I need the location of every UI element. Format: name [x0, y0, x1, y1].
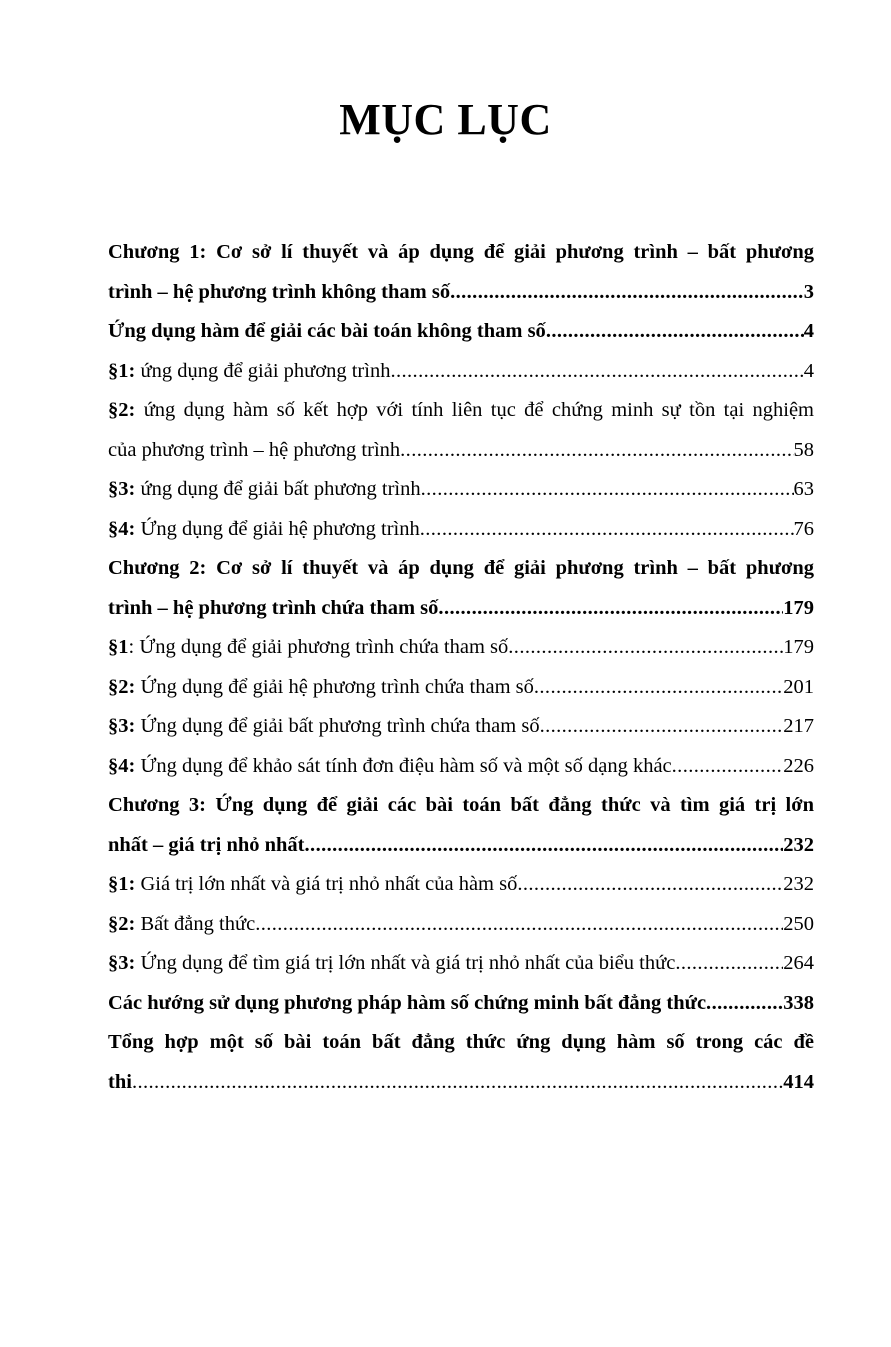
toc-entry-prefix: §3:: [108, 478, 136, 500]
toc-leader-dots: [450, 273, 804, 313]
toc-entry-chapter-2[interactable]: [108, 549, 814, 628]
toc-leader-dots: [546, 312, 804, 352]
toc-page-number: 201: [783, 675, 814, 698]
toc-entry-ch3-s2[interactable]: [108, 905, 814, 945]
toc-entry-prefix: §2:: [108, 399, 136, 421]
toc-entry-text: trình – hệ phương trình chứa tham số: [108, 596, 439, 619]
toc-page-number: 264: [783, 952, 814, 974]
toc-page-number: 179: [783, 636, 814, 658]
toc-entry-prefix: Chương 2:: [108, 557, 207, 579]
toc-entry-chapter-1[interactable]: [108, 233, 814, 312]
toc-entry-ch2-s4[interactable]: [108, 747, 814, 787]
toc-entry-ch2-s1[interactable]: [108, 628, 814, 668]
toc-page-number: 63: [793, 478, 814, 500]
toc-page-number: 76: [793, 517, 814, 540]
toc-leader-dots: [305, 826, 784, 866]
toc-entry-ch2-s2[interactable]: [108, 668, 814, 708]
toc-entry-ch2-s3[interactable]: [108, 707, 814, 747]
toc-entry-text: Ứng dụng hàm để giải các bài toán không tham số: [108, 320, 546, 342]
toc-leader-dots: [534, 668, 783, 708]
toc-entry-ch1-s3[interactable]: [108, 470, 814, 510]
page-title: MỤC LỤC: [339, 95, 552, 144]
toc-entry-text-line1: Tổng hợp một số bài toán bất đẳng thức ứng dụng hàm số trong các đề: [108, 1031, 814, 1053]
toc-leader-dots: [706, 984, 783, 1024]
toc-entry-section-intro[interactable]: [108, 312, 814, 352]
toc-entry-prefix: §2:: [108, 912, 136, 935]
toc-page-number: 232: [783, 833, 814, 856]
toc-entry-text: ứng dụng để giải bất phương trình: [135, 478, 421, 500]
table-of-contents: [108, 233, 814, 1102]
toc-entry-text: Ứng dụng để khảo sát tính đơn điệu hàm số và một số dạng khác: [135, 754, 672, 777]
toc-entry-text-line1: Cơ sở lí thuyết và áp dụng để giải phương trình – bất phương: [216, 557, 814, 579]
toc-entry-text-line1: Cơ sở lí thuyết và áp dụng để giải phương trình – bất phương: [216, 241, 814, 263]
toc-page-number: 217: [783, 715, 814, 737]
toc-entry-prefix: Chương 3:: [108, 794, 206, 816]
toc-leader-dots: [517, 865, 783, 905]
toc-leader-dots: [438, 589, 783, 629]
toc-entry-text: Ứng dụng để tìm giá trị lớn nhất và giá trị nhỏ nhất của biểu thức: [135, 952, 676, 974]
toc-leader-dots: [540, 707, 784, 747]
toc-entry-text: nhất – giá trị nhỏ nhất: [108, 833, 305, 856]
toc-page-number: 179: [783, 596, 814, 619]
toc-entry-ch3-s1[interactable]: [108, 865, 814, 905]
toc-entry-ch3-s3[interactable]: [108, 944, 814, 984]
toc-page-number: 4: [803, 359, 814, 382]
toc-leader-dots: [672, 747, 784, 787]
toc-page-number: 3: [803, 280, 814, 303]
toc-leader-dots: [255, 905, 783, 945]
toc-entry-text: Ứng dụng để giải hệ phương trình chứa tham số: [135, 675, 534, 698]
toc-entry-text: : Ứng dụng để giải phương trình chứa tham số: [128, 636, 509, 658]
toc-entry-text: Ứng dụng để giải bất phương trình chứa tham số: [135, 715, 540, 737]
toc-entry-ch1-s1[interactable]: [108, 352, 814, 392]
toc-entry-text-line1: ứng dụng hàm số kết hợp với tính liên tục để chứng minh sự tồn tại nghiệm: [143, 399, 814, 421]
toc-entry-prefix: §3:: [108, 715, 136, 737]
toc-page-number: 4: [803, 320, 814, 342]
toc-entry-text: ứng dụng để giải phương trình: [135, 359, 391, 382]
toc-entry-summary[interactable]: [108, 1023, 814, 1102]
toc-entry-prefix: §1:: [108, 873, 136, 895]
toc-page-number: 226: [783, 754, 814, 777]
toc-entry-prefix: §1: [108, 636, 129, 658]
toc-leader-dots: [420, 510, 794, 550]
toc-entry-text: Ứng dụng để giải hệ phương trình: [135, 517, 420, 540]
toc-leader-dots: [675, 944, 783, 984]
toc-entry-text: Bất đẳng thức: [135, 912, 256, 935]
toc-page-number: 250: [783, 912, 814, 935]
toc-page-number: 232: [783, 873, 814, 895]
toc-leader-dots: [400, 431, 793, 471]
toc-entry-prefix: §4:: [108, 517, 136, 540]
toc-page-number: 414: [783, 1070, 814, 1093]
toc-entry-prefix: §2:: [108, 675, 136, 698]
toc-entry-ch1-s4[interactable]: [108, 510, 814, 550]
toc-entry-prefix: §4:: [108, 754, 136, 777]
toc-entry-methods[interactable]: [108, 984, 814, 1024]
toc-entry-chapter-3[interactable]: [108, 786, 814, 865]
toc-entry-prefix: Chương 1:: [108, 241, 207, 263]
toc-entry-prefix: §3:: [108, 952, 136, 974]
toc-entry-prefix: §1:: [108, 359, 136, 382]
toc-leader-dots: [421, 470, 794, 510]
toc-entry-text: trình – hệ phương trình không tham số: [108, 280, 451, 303]
toc-entry-text-line1: Ứng dụng để giải các bài toán bất đẳng thức và tìm giá trị lớn: [215, 794, 814, 816]
toc-entry-text: thi: [108, 1070, 132, 1093]
toc-entry-text: Giá trị lớn nhất và giá trị nhỏ nhất của hàm số: [135, 873, 518, 895]
toc-entry-text: Các hướng sử dụng phương pháp hàm số chứng minh bất đẳng thức: [108, 991, 707, 1014]
toc-page-number: 338: [783, 991, 814, 1014]
toc-entry-ch1-s2[interactable]: [108, 391, 814, 470]
toc-entry-text: của phương trình – hệ phương trình: [108, 438, 401, 461]
toc-leader-dots: [390, 352, 803, 392]
toc-page-number: 58: [793, 438, 814, 461]
toc-leader-dots: [508, 628, 783, 668]
toc-leader-dots: [132, 1063, 783, 1103]
